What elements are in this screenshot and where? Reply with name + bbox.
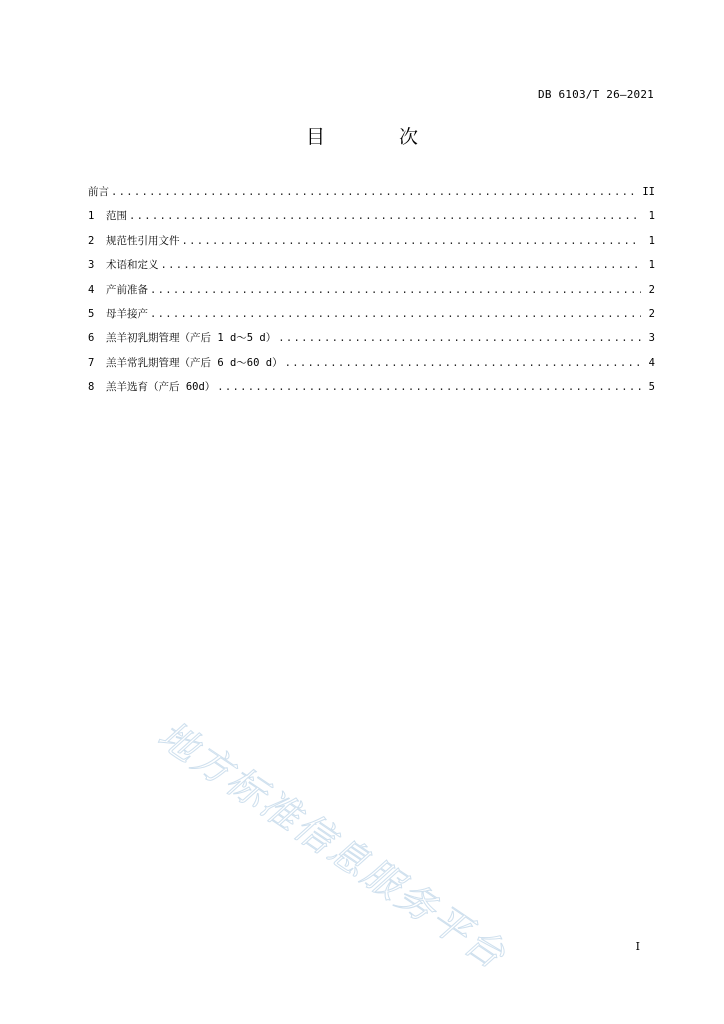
toc-leader-dots xyxy=(150,284,641,296)
toc-entry-prenatal-preparation[interactable] xyxy=(88,282,655,306)
toc-entry-page: 1 xyxy=(648,210,655,223)
toc-entry-lamb-selection[interactable] xyxy=(88,379,655,403)
toc-entry-label: 产前准备 xyxy=(106,283,148,296)
toc-leader-dots xyxy=(111,186,638,198)
toc-entry-label: 规范性引用文件 xyxy=(106,234,180,247)
toc-entry-terms-definitions[interactable] xyxy=(88,257,655,281)
toc-leader-dots xyxy=(182,235,642,247)
toc-entry-page: 3 xyxy=(648,332,655,345)
toc-entry-page: 1 xyxy=(648,234,655,247)
toc-leader-dots xyxy=(285,357,641,369)
toc-entry-page: 2 xyxy=(648,283,655,296)
toc-entry-ewe-delivery[interactable] xyxy=(88,306,655,330)
toc-entry-foreword[interactable] xyxy=(88,184,655,208)
toc-entry-label: 羔羊初乳期管理（产后 1 d～5 d） xyxy=(106,332,277,345)
page-title: 目 次 xyxy=(305,126,453,148)
toc-leader-dots xyxy=(278,332,641,344)
table-of-contents xyxy=(88,184,655,404)
toc-leader-dots xyxy=(129,210,641,222)
toc-entry-number: 8 xyxy=(88,381,95,394)
toc-entry-number: 6 xyxy=(88,332,95,345)
toc-entry-page: II xyxy=(642,186,655,198)
toc-entry-normative-references[interactable] xyxy=(88,233,655,257)
toc-entry-colostrum-management[interactable] xyxy=(88,330,655,354)
watermark-text: 地方标准信息服务平台 xyxy=(150,712,515,979)
toc-entry-label: 范围 xyxy=(106,210,127,223)
toc-entry-page: 5 xyxy=(648,381,655,394)
toc-entry-page: 2 xyxy=(648,307,655,320)
toc-entry-label: 羔羊常乳期管理（产后 6 d～60 d） xyxy=(106,356,283,369)
toc-entry-milk-management[interactable] xyxy=(88,355,655,379)
toc-entry-number: 4 xyxy=(88,283,95,296)
toc-entry-scope[interactable] xyxy=(88,208,655,232)
toc-entry-number: 3 xyxy=(88,259,95,272)
toc-entry-label: 羔羊选育（产后 60d） xyxy=(106,381,216,394)
toc-entry-number: 1 xyxy=(88,210,95,223)
standard-code: DB 6103/T 26—2021 xyxy=(538,88,654,101)
toc-entry-number: 5 xyxy=(88,307,95,320)
toc-entry-page: 1 xyxy=(648,259,655,272)
toc-entry-number: 2 xyxy=(88,234,95,247)
toc-leader-dots xyxy=(161,259,642,271)
toc-entry-label: 前言 xyxy=(88,186,109,198)
toc-entry-label: 术语和定义 xyxy=(106,259,159,272)
toc-entry-label: 母羊接产 xyxy=(106,307,148,320)
toc-leader-dots xyxy=(150,308,641,320)
page-number: I xyxy=(635,940,640,953)
toc-entry-number: 7 xyxy=(88,356,95,369)
toc-entry-page: 4 xyxy=(648,356,655,369)
toc-leader-dots xyxy=(217,381,641,393)
